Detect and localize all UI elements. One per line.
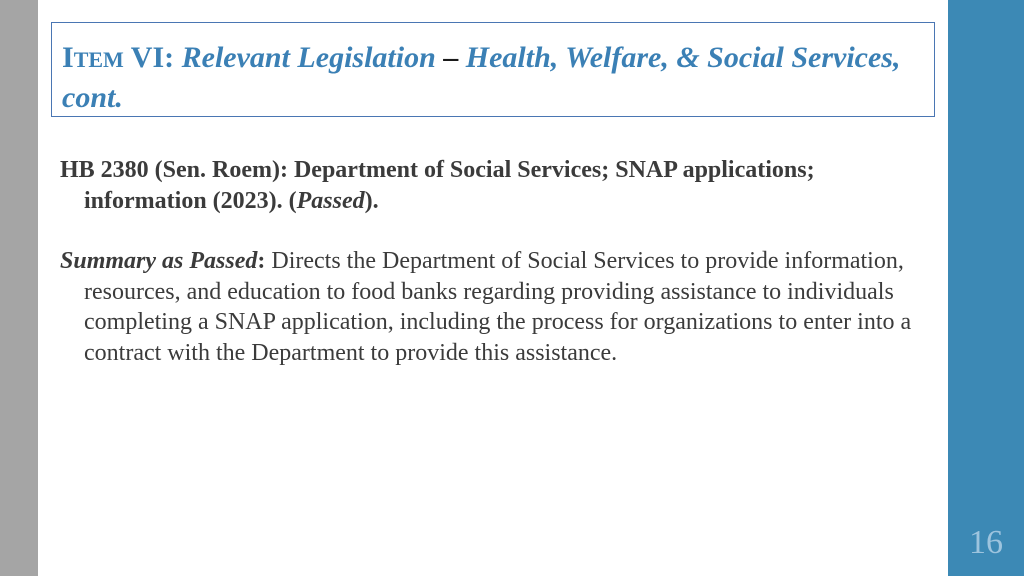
right-accent-bar (948, 0, 1024, 576)
summary-paragraph (60, 246, 920, 368)
bill-heading-main: HB 2380 (Sen. Roem): Department of Social Services; SNAP applications; information (2023). ( (60, 157, 815, 214)
summary-label: Summary as Passed (60, 248, 258, 274)
title-item-initial: I (62, 41, 74, 74)
bill-status: Passed (296, 187, 365, 214)
title-dash: – (443, 41, 459, 74)
title-part-2: Health, Welfare, & Social Services, cont. (62, 41, 901, 114)
left-accent-bar (0, 0, 38, 576)
title-box (51, 22, 935, 117)
title-item-numeral: VI: (130, 41, 175, 74)
title-part-1: Relevant Legislation (181, 41, 436, 74)
bill-heading (60, 155, 920, 216)
slide-number: 16 (969, 524, 1003, 561)
title-item-rest: TEM (73, 47, 124, 72)
summary-text: Directs the Department of Social Services to provide information, resources, and education to food banks regarding providing assistance to individuals completing a SNAP application, including the process for organizations to enter into a contract with the Department to provide this assistance. (84, 248, 912, 366)
summary-colon: : (257, 248, 266, 274)
slide-title (62, 39, 924, 117)
slide-body (60, 155, 920, 368)
bill-heading-close: ). (364, 187, 379, 214)
